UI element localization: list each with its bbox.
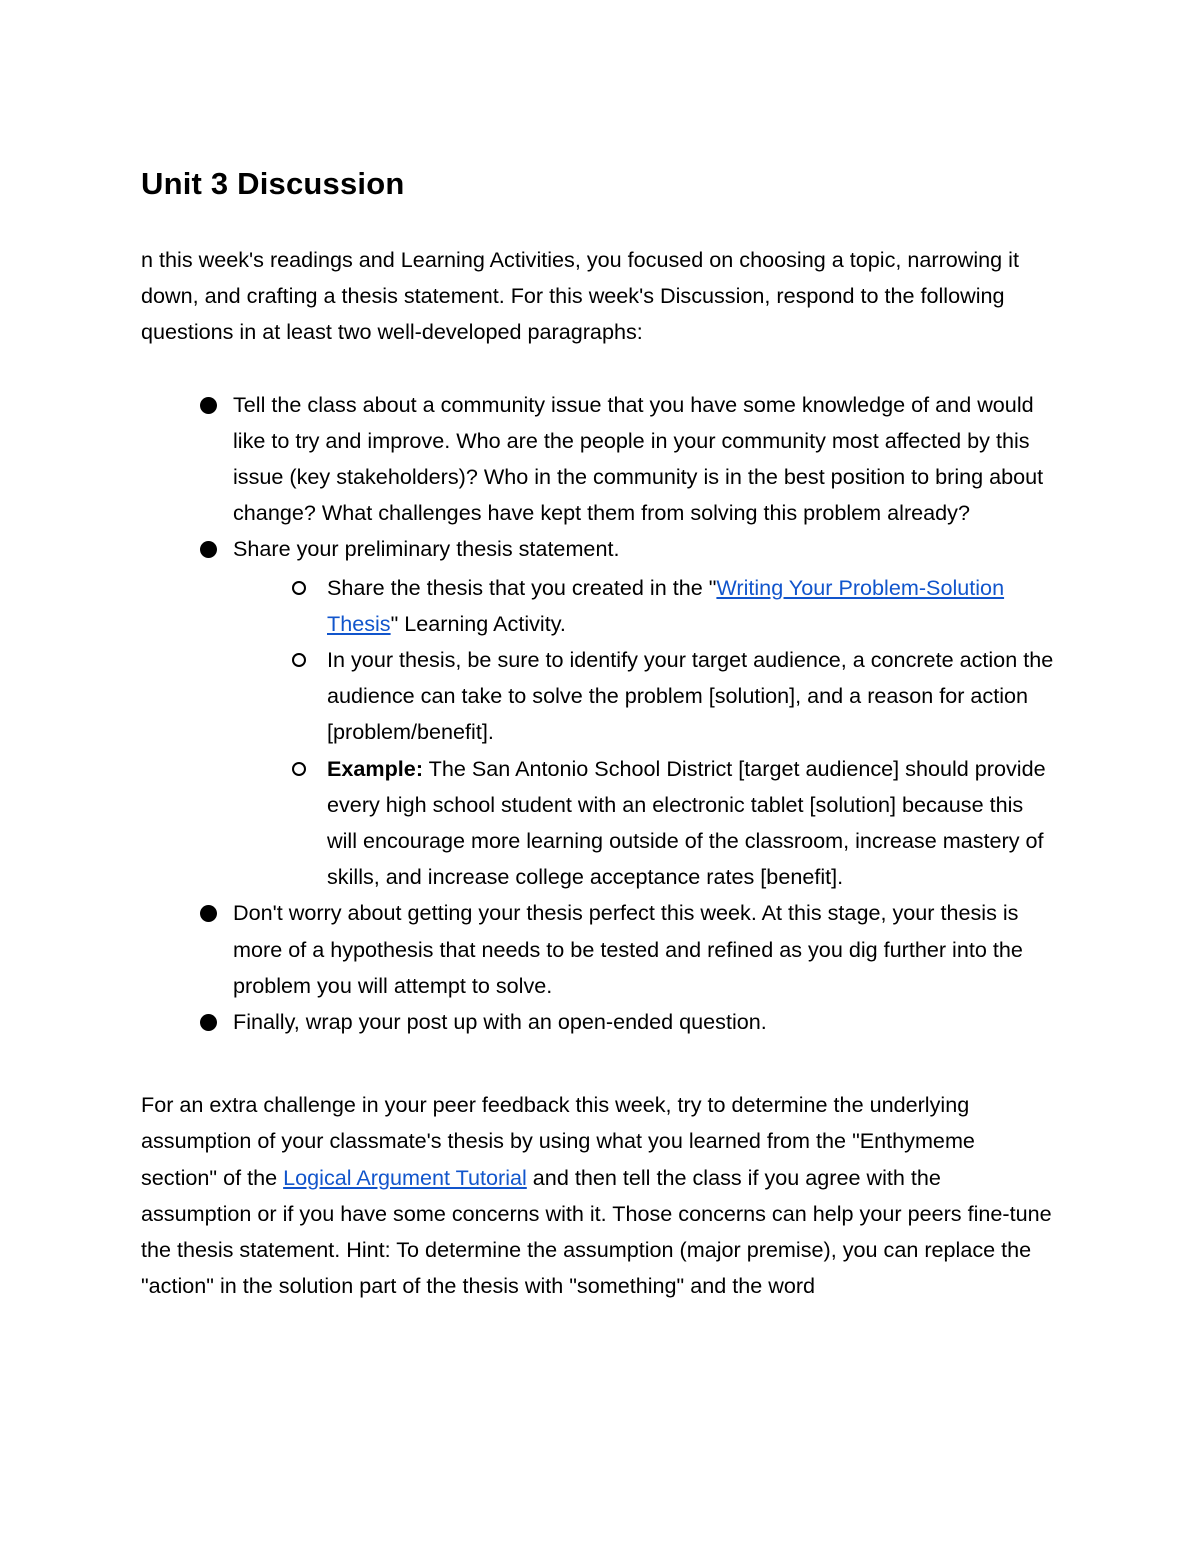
list-item xyxy=(141,895,1056,1004)
bullet-text: Finally, wrap your post up with an open-ended question. xyxy=(233,1009,767,1035)
bullet-text: Share your preliminary thesis statement. xyxy=(233,536,620,562)
closing-paragraph xyxy=(141,1087,1056,1304)
bullet-text: Tell the class about a community issue that you have some knowledge of and would like to try and improve. Who are the people in your community most affected by this issue (key stakeholders)? Who in the community is in the best position to bring about change? What challenges have kept them from solving this problem already? xyxy=(233,391,1044,526)
writing-thesis-link[interactable]: Writing Your Problem-Solution Thesis xyxy=(327,574,1005,636)
sub-item-text: The San Antonio School District [target audience] should provide every high school student with an electronic tablet [solution] because this will encourage more learning outside of the classroom, increase mastery of skills, and increase college acceptance rates [benefit]. xyxy=(327,755,1046,890)
page-title: Unit 3 Discussion xyxy=(141,166,405,201)
document-page xyxy=(141,162,1056,1304)
sub-item-text-before: Share the thesis that you created in the " xyxy=(327,574,717,600)
list-item xyxy=(141,387,1056,532)
sub-list-item xyxy=(233,751,1056,896)
bullet-disc-icon xyxy=(200,1014,217,1031)
bullet-circle-icon xyxy=(292,653,306,667)
sub-list xyxy=(233,570,1056,896)
logical-argument-tutorial-link[interactable]: Logical Argument Tutorial xyxy=(283,1164,527,1190)
bullet-text: Don't worry about getting your thesis perfect this week. At this stage, your thesis is more of a hypothesis that needs to be tested and refined as you dig further into the problem you will attempt to solve. xyxy=(233,900,1023,998)
bullet-disc-icon xyxy=(200,397,217,414)
bullet-disc-icon xyxy=(200,541,217,558)
sub-list-item xyxy=(233,642,1056,751)
sub-item-text-after: " Learning Activity. xyxy=(390,610,566,636)
closing-text-before: For an extra challenge in your peer feedback this week, try to determine the underlying assumption of your classmate's thesis by using what you learned from the "Enthymeme section" of the xyxy=(141,1092,975,1190)
bullet-circle-icon xyxy=(292,762,306,776)
list-item xyxy=(141,531,1056,895)
example-label: Example: xyxy=(327,755,424,781)
sub-item-text: In your thesis, be sure to identify your target audience, a concrete action the audience can take to solve the problem [solution], and a reason for action [problem/benefit]. xyxy=(327,647,1054,745)
question-list xyxy=(141,387,1056,1041)
bullet-disc-icon xyxy=(200,905,217,922)
closing-text-after: and then tell the class if you agree with the assumption or if you have some concerns with it. Those concerns can help your peers fine-tune the thesis statement. Hint: To determine the assumption (major premise), you can replace the "action" in the solution part of the thesis with "something" and the word xyxy=(141,1164,1052,1299)
list-item xyxy=(141,1004,1056,1040)
bullet-circle-icon xyxy=(292,581,306,595)
sub-list-item xyxy=(233,570,1056,642)
intro-paragraph: n this week's readings and Learning Activities, you focused on choosing a topic, narrowing it down, and crafting a thesis statement. For this week's Discussion, respond to the following questions in at least two well-developed paragraphs: xyxy=(141,247,1019,345)
